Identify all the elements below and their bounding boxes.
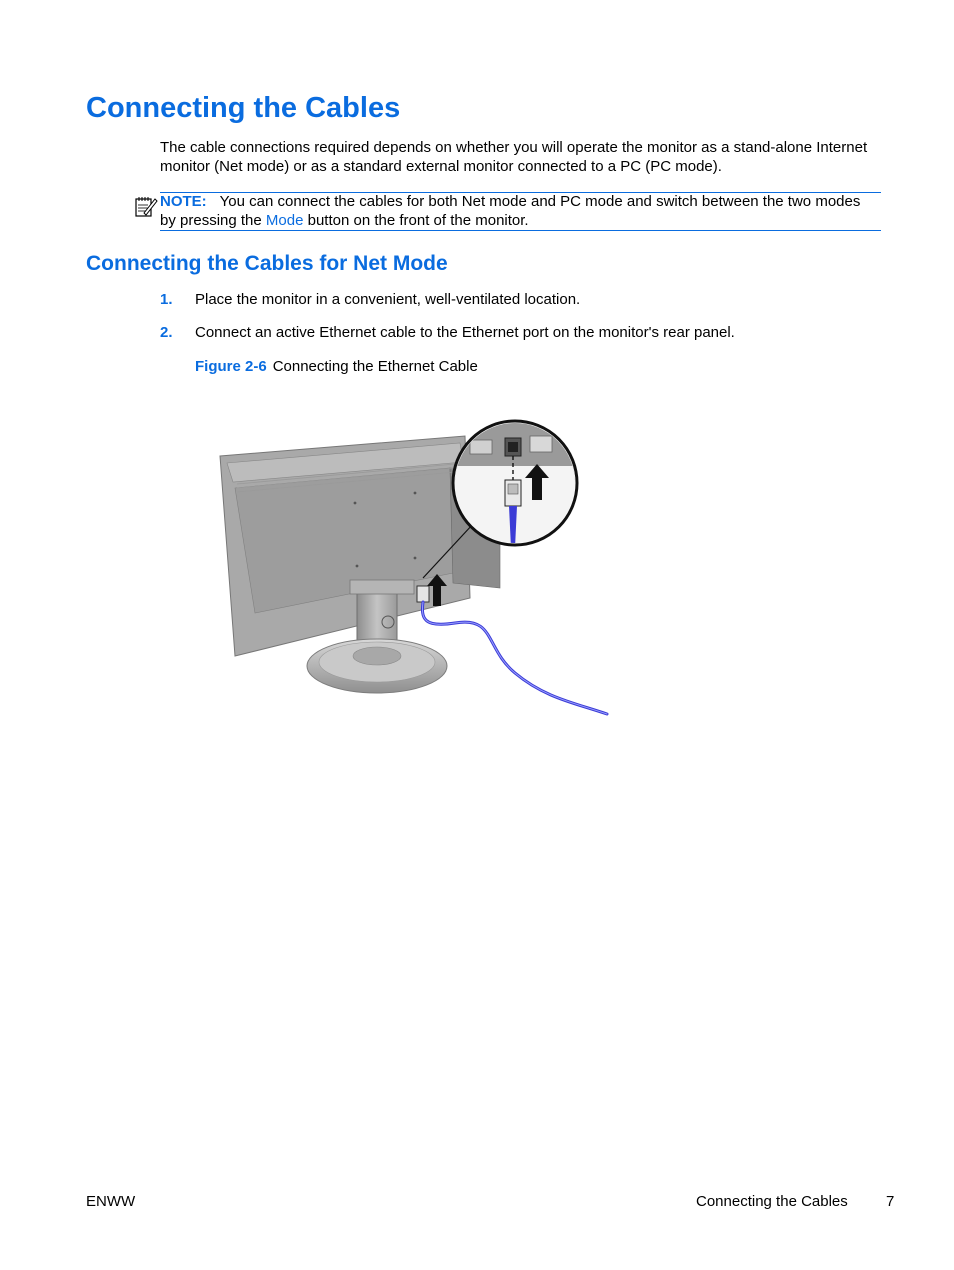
note-text — [160, 192, 880, 230]
step-number: 1. — [160, 291, 173, 308]
note-text-before: You can connect the cables for both Net mode and PC mode and switch between the two modes by pressing the — [160, 193, 861, 229]
intro-paragraph: The cable connections required depends on whether you will operate the monitor as a stand-alone Internet monitor (Net mode) or as a standard external monitor connected to a PC (PC mode). — [160, 139, 868, 175]
page-title: Connecting the Cables — [86, 92, 401, 124]
footer-left-label: ENWW — [86, 1193, 136, 1210]
step-text: Place the monitor in a convenient, well-ventilated location. — [195, 291, 581, 308]
figure-caption — [195, 357, 478, 376]
note-label: NOTE: — [160, 193, 207, 210]
section-subheading: Connecting the Cables for Net Mode — [86, 252, 448, 275]
figure-caption-text: Connecting the Ethernet Cable — [272, 358, 478, 375]
figure-label: Figure 2-6 — [195, 358, 267, 375]
list-item — [160, 323, 173, 342]
step-text: Connect an active Ethernet cable to the Ethernet port on the monitor's rear panel. — [195, 324, 735, 341]
monitor-ethernet-illustration — [215, 418, 610, 718]
list-item — [160, 290, 173, 309]
note-pad-icon — [134, 194, 158, 218]
mode-button-reference: Mode — [265, 212, 304, 229]
footer-section-title: Connecting the Cables — [696, 1193, 848, 1210]
step-number: 2. — [160, 324, 173, 341]
page-number: 7 — [886, 1193, 895, 1210]
note-text-after: button on the front of the monitor. — [303, 212, 529, 229]
